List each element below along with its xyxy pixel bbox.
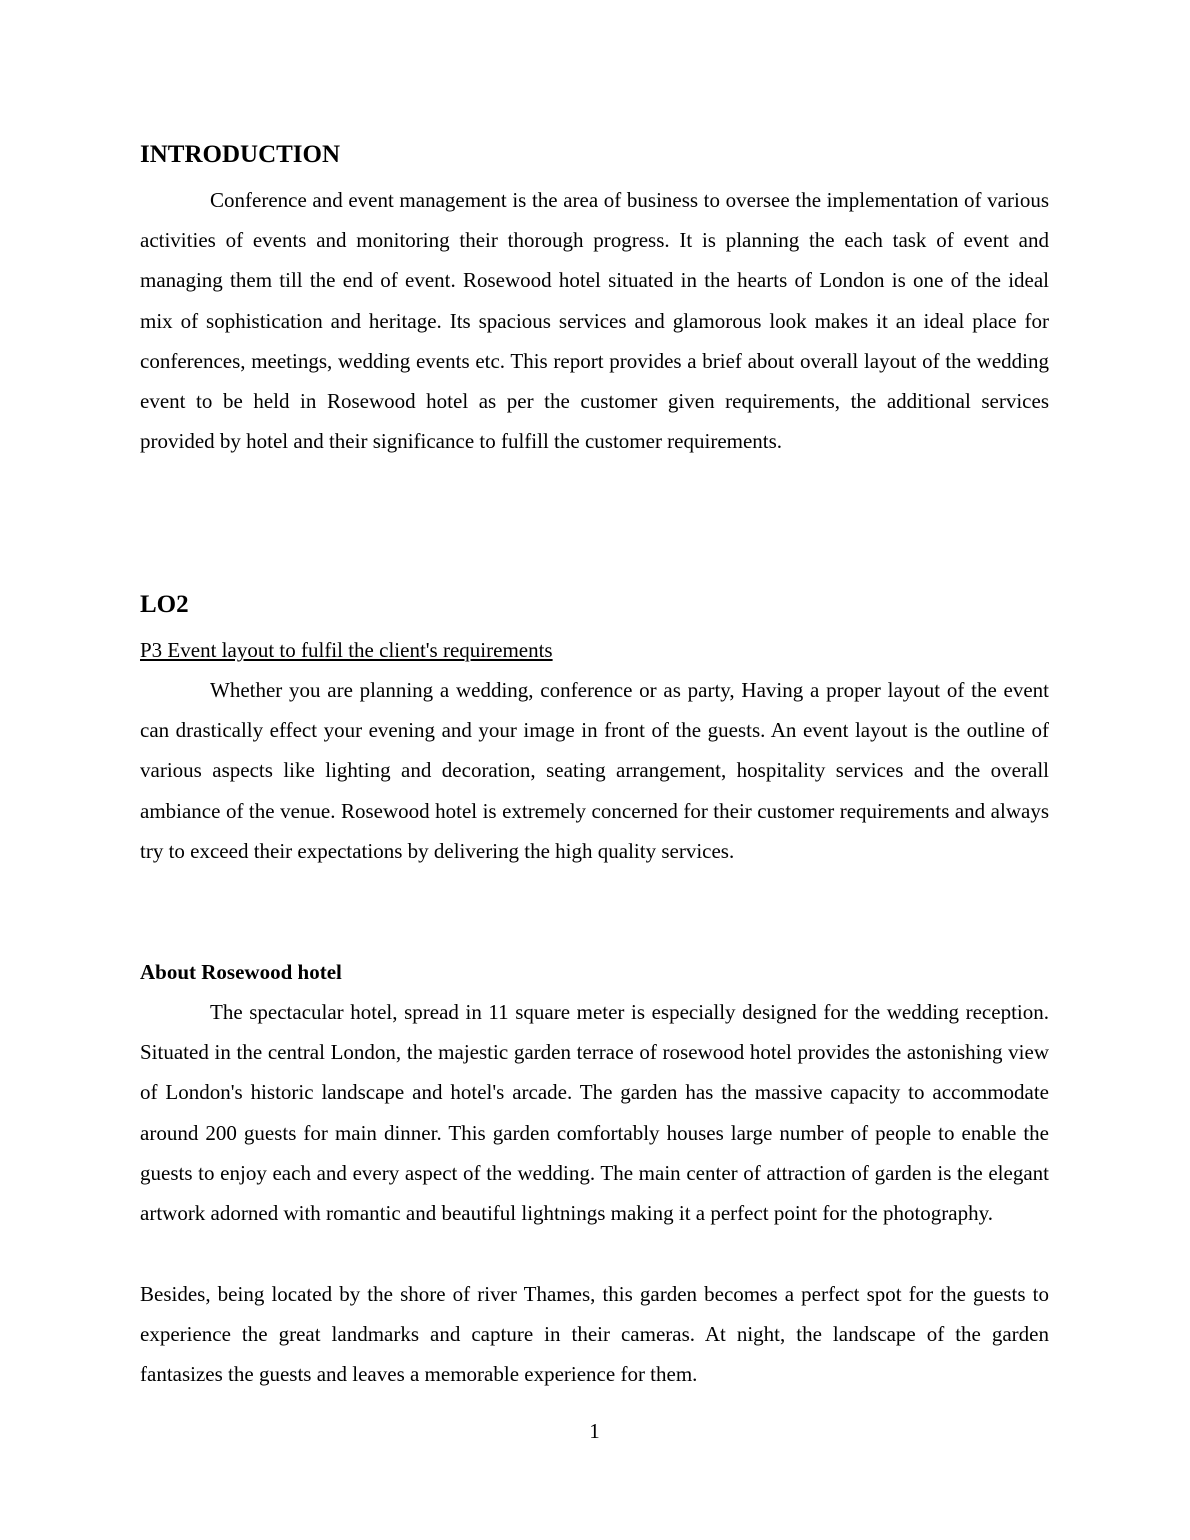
lo2-heading: LO2 [140, 591, 189, 618]
introduction-paragraph: Conference and event management is the area of business to oversee the implementation of various activities of events and monitoring their thorough progress. It is planning the each task of event and managing them till the end of event. Rosewood hotel situated in the hearts of London is one of the ideal mix of sophistication and heritage. Its spacious services and glamorous look makes it an ideal place for conferences, meetings, wedding events etc. This report provides a brief about overall layout of the wedding event to be held in Rosewood hotel as per the customer given requirements, the additional services provided by hotel and their significance to fulfill the customer requirements. [140, 188, 1049, 454]
lo2-paragraph: Whether you are planning a wedding, conference or as party, Having a proper layout of the event can drastically effect your evening and your image in front of the guests. An event layout is the outline of various aspects like lighting and decoration, seating arrangement, hospitality services and the overall ambiance of the venue. Rosewood hotel is extremely concerned for their customer requirements and always try to exceed their expectations by delivering the high quality services. [140, 678, 1049, 863]
introduction-heading: INTRODUCTION [140, 141, 341, 168]
page-number: 1 [589, 1419, 600, 1443]
p3-subheading: P3 Event layout to fulfil the client's requirements [140, 638, 553, 662]
about-rosewood-heading: About Rosewood hotel [140, 960, 342, 984]
about-paragraph-2: Besides, being located by the shore of river Thames, this garden becomes a perfect spot for the guests to experience the great landmarks and capture in their cameras. At night, the landscape of the garden fantasizes the guests and leaves a memorable experience for them. [140, 1282, 1049, 1387]
about-paragraph-1: The spectacular hotel, spread in 11 square meter is especially designed for the wedding reception. Situated in the central London, the majestic garden terrace of rosewood hotel provides the astonishing view of London's historic landscape and hotel's arcade. The garden has the massive capacity to accommodate around 200 guests for main dinner. This garden comfortably houses large number of people to enable the guests to enjoy each and every aspect of the wedding. The main center of attraction of garden is the elegant artwork adorned with romantic and beautiful lightnings making it a perfect point for the photography. [140, 1000, 1049, 1226]
